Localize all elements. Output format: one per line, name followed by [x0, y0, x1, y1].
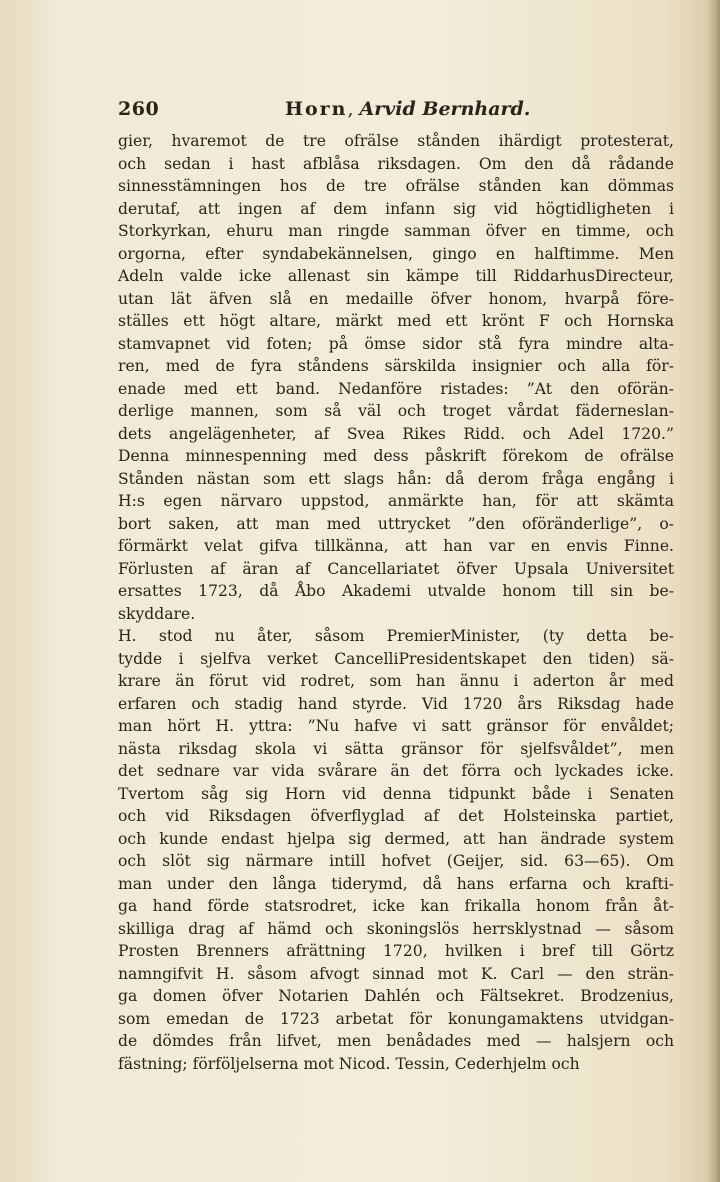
text-line: man hört H. yttra: ”Nu hafve vi satt gränsor för envåldet;	[118, 717, 674, 735]
text-line: ren, med de fyra ståndens särskilda insignier och alla för-	[118, 357, 674, 375]
text-line: sinnesstämningen hos de tre ofrälse stånden kan dömmas	[118, 177, 674, 195]
text-line: gier, hvaremot de tre ofrälse stånden ihärdigt protesterat,	[118, 132, 674, 150]
paragraph	[118, 130, 674, 625]
text-line: orgorna, efter syndabekännelsen, gingo en halftimme. Men	[118, 244, 674, 263]
page-edge-shadow	[706, 0, 720, 1182]
running-title-separator: ,	[347, 98, 354, 120]
text-line: skyddare.	[118, 604, 196, 623]
text-line: tydde i sjelfva verket CancelliPresidentskapet den tiden) sä-	[118, 649, 674, 668]
text-line: derlige mannen, som så väl och troget vårdat fäderneslan-	[118, 402, 674, 420]
text-line: Tvertom såg sig Horn vid denna tidpunkt både i Senaten	[118, 784, 674, 803]
text-line: derutaf, att ingen af dem infann sig vid högtidligheten i	[118, 199, 674, 218]
text-line: ersattes 1723, då Åbo Akademi utvalde honom till sin be-	[118, 582, 674, 600]
text-line: krare än förut vid rodret, som han ännu i aderton år med	[118, 672, 674, 690]
page-header	[118, 92, 678, 126]
text-line: ga hand förde statsrodret, icke kan frikalla honom från åt-	[118, 897, 674, 915]
text-line: H:s egen närvaro uppstod, anmärkte han, för att skämta	[118, 492, 674, 510]
text-line: skilliga drag af hämd och skoningslös herrsklystnad — såsom	[118, 919, 674, 938]
text-line: förmärkt velat gifva tillkänna, att han var en envis Finne.	[118, 537, 674, 555]
text-line: utan lät äfven slå en medaille öfver honom, hvarpå före-	[118, 289, 674, 308]
text-line: och sedan i hast afblåsa riksdagen. Om den då rådande	[118, 154, 674, 173]
text-line: dets angelägenheter, af Svea Rikes Ridd. och Adel 1720.”	[118, 424, 674, 443]
paragraph	[118, 625, 674, 1075]
text-line: namngifvit H. såsom afvogt sinnad mot K. Carl — den strän-	[118, 964, 674, 983]
running-title-given-names: Arvid Bernhard.	[359, 98, 531, 120]
text-line: Förlusten af äran af Cancellariatet öfver Upsala Universitet	[118, 559, 674, 578]
text-line: och vid Riksdagen öfverflyglad af det Holsteinska partiet,	[118, 807, 674, 825]
text-line: som emedan de 1723 arbetat för konungamaktens utvidgan-	[118, 1009, 674, 1028]
text-line: Denna minnespenning med dess påskrift förekom de ofrälse	[118, 447, 674, 465]
running-title	[285, 98, 530, 120]
page-number: 260	[118, 98, 160, 120]
text-line: stamvapnet vid foten; på ömse sidor stå fyra mindre alta-	[118, 334, 674, 353]
text-line: H. stod nu åter, såsom PremierMinister, (ty detta be-	[118, 627, 674, 645]
text-line: Stånden nästan som ett slags hån: då derom fråga engång i	[118, 469, 674, 488]
text-line: och kunde endast hjelpa sig dermed, att han ändrade system	[118, 829, 674, 848]
text-line: och slöt sig närmare intill hofvet (Geijer, sid. 63—65). Om	[118, 852, 674, 870]
text-line: nästa riksdag skola vi sätta gränsor för sjelfsvåldet”, men	[118, 739, 674, 758]
body-text	[118, 130, 674, 1075]
text-line: de dömdes från lifvet, men benådades med — halsjern och	[118, 1032, 674, 1050]
text-line: ställes ett högt altare, märkt med ett krönt F och Hornska	[118, 312, 674, 330]
text-line: fästning; förföljelserna mot Nicod. Tessin, Cederhjelm och	[118, 1054, 580, 1073]
text-line: Storkyrkan, ehuru man ringde samman öfver en timme, och	[118, 222, 674, 240]
text-line: erfaren och stadig hand styrde. Vid 1720 års Riksdag hade	[118, 694, 674, 713]
text-line: bort saken, att man med uttrycket ”den oföränderlige”, o-	[118, 514, 674, 533]
running-title-surname: Horn	[285, 98, 348, 120]
text-line: enade med ett band. Nedanföre ristades: ”At den oförän-	[118, 379, 674, 398]
text-line: det sednare var vida svårare än det förra och lyckades icke.	[118, 762, 674, 780]
text-line: man under den långa tiderymd, då hans erfarna och krafti-	[118, 874, 674, 893]
text-line: Prosten Brenners afrättning 1720, hvilken i bref till Görtz	[118, 942, 674, 960]
text-line: Adeln valde icke allenast sin kämpe till RiddarhusDirecteur,	[118, 267, 674, 285]
text-line: ga domen öfver Notarien Dahlén och Fältsekret. Brodzenius,	[118, 987, 674, 1005]
